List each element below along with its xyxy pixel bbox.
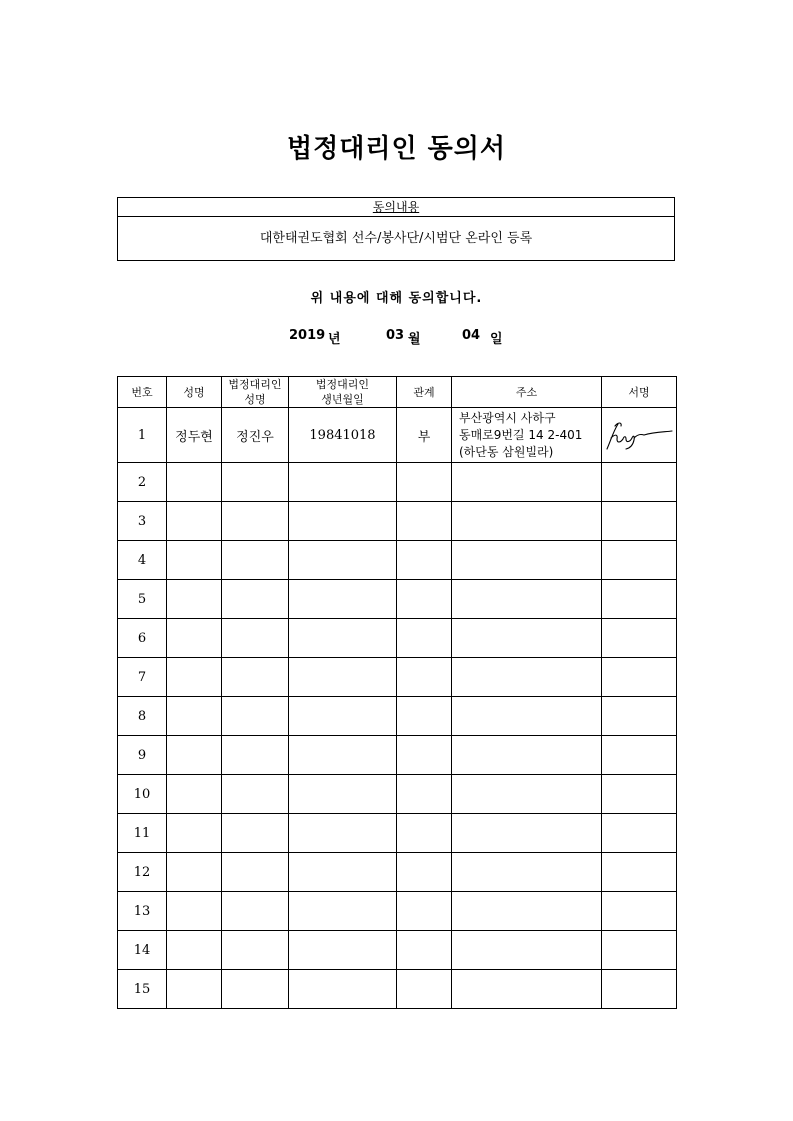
cell-empty bbox=[222, 463, 289, 502]
table-row bbox=[118, 970, 677, 1009]
cell-name: 정두현 bbox=[167, 408, 222, 463]
cell-empty bbox=[397, 697, 452, 736]
cell-empty bbox=[167, 853, 222, 892]
cell-empty bbox=[602, 775, 677, 814]
cell-empty bbox=[602, 970, 677, 1009]
cell-empty bbox=[222, 541, 289, 580]
cell-empty bbox=[452, 502, 602, 541]
cell-empty bbox=[222, 775, 289, 814]
cell-empty bbox=[289, 814, 397, 853]
cell-empty bbox=[167, 931, 222, 970]
cell-empty bbox=[167, 541, 222, 580]
cell-empty bbox=[397, 970, 452, 1009]
date-year-label: 년 bbox=[328, 332, 341, 347]
date-day-label: 일 bbox=[490, 332, 503, 347]
date-month-label: 월 bbox=[408, 332, 421, 347]
cell-empty bbox=[167, 736, 222, 775]
cell-empty bbox=[452, 736, 602, 775]
cell-empty bbox=[452, 697, 602, 736]
cell-empty bbox=[222, 892, 289, 931]
cell-relation: 부 bbox=[397, 408, 452, 463]
table-row bbox=[118, 580, 677, 619]
cell-signature bbox=[602, 408, 677, 463]
cell-empty bbox=[222, 736, 289, 775]
cell-no: 2 bbox=[118, 463, 167, 502]
cell-empty bbox=[602, 580, 677, 619]
cell-empty bbox=[289, 697, 397, 736]
cell-empty bbox=[167, 502, 222, 541]
cell-no: 3 bbox=[118, 502, 167, 541]
header-guardian-birth-line1: 법정대리인 bbox=[315, 378, 370, 391]
cell-empty bbox=[167, 892, 222, 931]
cell-empty bbox=[167, 814, 222, 853]
cell-guardian-name: 정진우 bbox=[222, 408, 289, 463]
cell-no: 15 bbox=[118, 970, 167, 1009]
cell-empty bbox=[602, 658, 677, 697]
cell-empty bbox=[289, 658, 397, 697]
cell-empty bbox=[452, 658, 602, 697]
cell-empty bbox=[289, 736, 397, 775]
cell-no: 8 bbox=[118, 697, 167, 736]
document-title: 법정대리인 동의서 bbox=[287, 134, 506, 164]
cell-empty bbox=[452, 892, 602, 931]
cell-empty bbox=[397, 736, 452, 775]
cell-empty bbox=[452, 463, 602, 502]
table-row bbox=[118, 502, 677, 541]
header-signature: 서명 bbox=[602, 377, 677, 408]
cell-empty bbox=[602, 502, 677, 541]
cell-empty bbox=[289, 853, 397, 892]
cell-empty bbox=[397, 931, 452, 970]
cell-empty bbox=[289, 619, 397, 658]
cell-empty bbox=[602, 541, 677, 580]
cell-empty bbox=[167, 775, 222, 814]
cell-empty bbox=[167, 619, 222, 658]
table-row bbox=[118, 736, 677, 775]
cell-empty bbox=[289, 775, 397, 814]
cell-empty bbox=[222, 619, 289, 658]
cell-empty bbox=[452, 619, 602, 658]
cell-empty bbox=[602, 814, 677, 853]
cell-empty bbox=[602, 892, 677, 931]
cell-empty bbox=[602, 463, 677, 502]
cell-empty bbox=[397, 814, 452, 853]
cell-empty bbox=[222, 502, 289, 541]
cell-empty bbox=[397, 619, 452, 658]
cell-empty bbox=[397, 892, 452, 931]
cell-empty bbox=[602, 853, 677, 892]
cell-empty bbox=[289, 502, 397, 541]
table-row bbox=[118, 619, 677, 658]
header-name: 성명 bbox=[167, 377, 222, 408]
cell-empty bbox=[289, 463, 397, 502]
cell-empty bbox=[452, 970, 602, 1009]
cell-no: 6 bbox=[118, 619, 167, 658]
cell-empty bbox=[222, 697, 289, 736]
handwritten-signature bbox=[604, 418, 674, 452]
cell-empty bbox=[222, 580, 289, 619]
table-row bbox=[118, 697, 677, 736]
cell-empty bbox=[222, 853, 289, 892]
address-line3: (하단동 삼원빌라) bbox=[459, 444, 554, 459]
cell-empty bbox=[452, 580, 602, 619]
cell-empty bbox=[222, 931, 289, 970]
cell-guardian-birth: 19841018 bbox=[289, 408, 397, 463]
cell-empty bbox=[397, 658, 452, 697]
cell-empty bbox=[167, 463, 222, 502]
consent-content: 대한태권도협회 선수/봉사단/시범단 온라인 등록 bbox=[259, 231, 533, 246]
cell-empty bbox=[397, 502, 452, 541]
agree-statement: 위 내용에 대해 동의합니다. bbox=[310, 291, 483, 306]
cell-no: 1 bbox=[118, 408, 167, 463]
header-guardian-birth bbox=[289, 377, 397, 408]
cell-empty bbox=[602, 619, 677, 658]
consent-header bbox=[118, 198, 674, 217]
cell-empty bbox=[452, 775, 602, 814]
table-header-row bbox=[118, 377, 677, 408]
cell-empty bbox=[289, 892, 397, 931]
cell-no: 4 bbox=[118, 541, 167, 580]
table-row bbox=[118, 658, 677, 697]
cell-no: 9 bbox=[118, 736, 167, 775]
cell-empty bbox=[452, 814, 602, 853]
date-year: 2019 bbox=[289, 328, 326, 343]
header-address: 주소 bbox=[452, 377, 602, 408]
table-row bbox=[118, 541, 677, 580]
cell-empty bbox=[222, 658, 289, 697]
address-line2: 동매로9번길 14 2-401 bbox=[459, 427, 583, 442]
cell-empty bbox=[397, 541, 452, 580]
guardian-table bbox=[117, 376, 677, 1009]
consent-box bbox=[117, 197, 675, 261]
cell-empty bbox=[289, 541, 397, 580]
cell-no: 10 bbox=[118, 775, 167, 814]
table-row bbox=[118, 463, 677, 502]
cell-empty bbox=[397, 463, 452, 502]
cell-empty bbox=[289, 580, 397, 619]
address-line1: 부산광역시 사하구 bbox=[459, 410, 556, 425]
table-row bbox=[118, 775, 677, 814]
table-row bbox=[118, 892, 677, 931]
header-guardian-birth-line2: 생년월일 bbox=[321, 393, 364, 406]
table-row bbox=[118, 408, 677, 463]
date-day: 04 bbox=[462, 328, 481, 343]
cell-no: 7 bbox=[118, 658, 167, 697]
cell-address bbox=[452, 408, 602, 463]
cell-no: 11 bbox=[118, 814, 167, 853]
header-guardian-name-line2: 성명 bbox=[244, 393, 266, 406]
cell-no: 14 bbox=[118, 931, 167, 970]
table-row bbox=[118, 853, 677, 892]
cell-empty bbox=[602, 697, 677, 736]
cell-empty bbox=[602, 931, 677, 970]
cell-empty bbox=[167, 580, 222, 619]
cell-empty bbox=[289, 931, 397, 970]
cell-no: 5 bbox=[118, 580, 167, 619]
table-row bbox=[118, 931, 677, 970]
cell-empty bbox=[222, 970, 289, 1009]
cell-empty bbox=[397, 775, 452, 814]
cell-empty bbox=[167, 658, 222, 697]
cell-empty bbox=[167, 970, 222, 1009]
consent-header-label: 동의내용 bbox=[372, 200, 420, 214]
cell-empty bbox=[452, 853, 602, 892]
cell-empty bbox=[222, 814, 289, 853]
header-guardian-name bbox=[222, 377, 289, 408]
header-relation: 관계 bbox=[397, 377, 452, 408]
cell-empty bbox=[602, 736, 677, 775]
cell-no: 13 bbox=[118, 892, 167, 931]
cell-empty bbox=[167, 697, 222, 736]
table-row bbox=[118, 814, 677, 853]
cell-empty bbox=[289, 970, 397, 1009]
cell-empty bbox=[397, 853, 452, 892]
cell-no: 12 bbox=[118, 853, 167, 892]
header-guardian-name-line1: 법정대리인 bbox=[228, 378, 282, 391]
cell-empty bbox=[452, 931, 602, 970]
header-no: 번호 bbox=[118, 377, 167, 408]
cell-empty bbox=[452, 541, 602, 580]
cell-empty bbox=[397, 580, 452, 619]
date-month: 03 bbox=[386, 328, 405, 343]
